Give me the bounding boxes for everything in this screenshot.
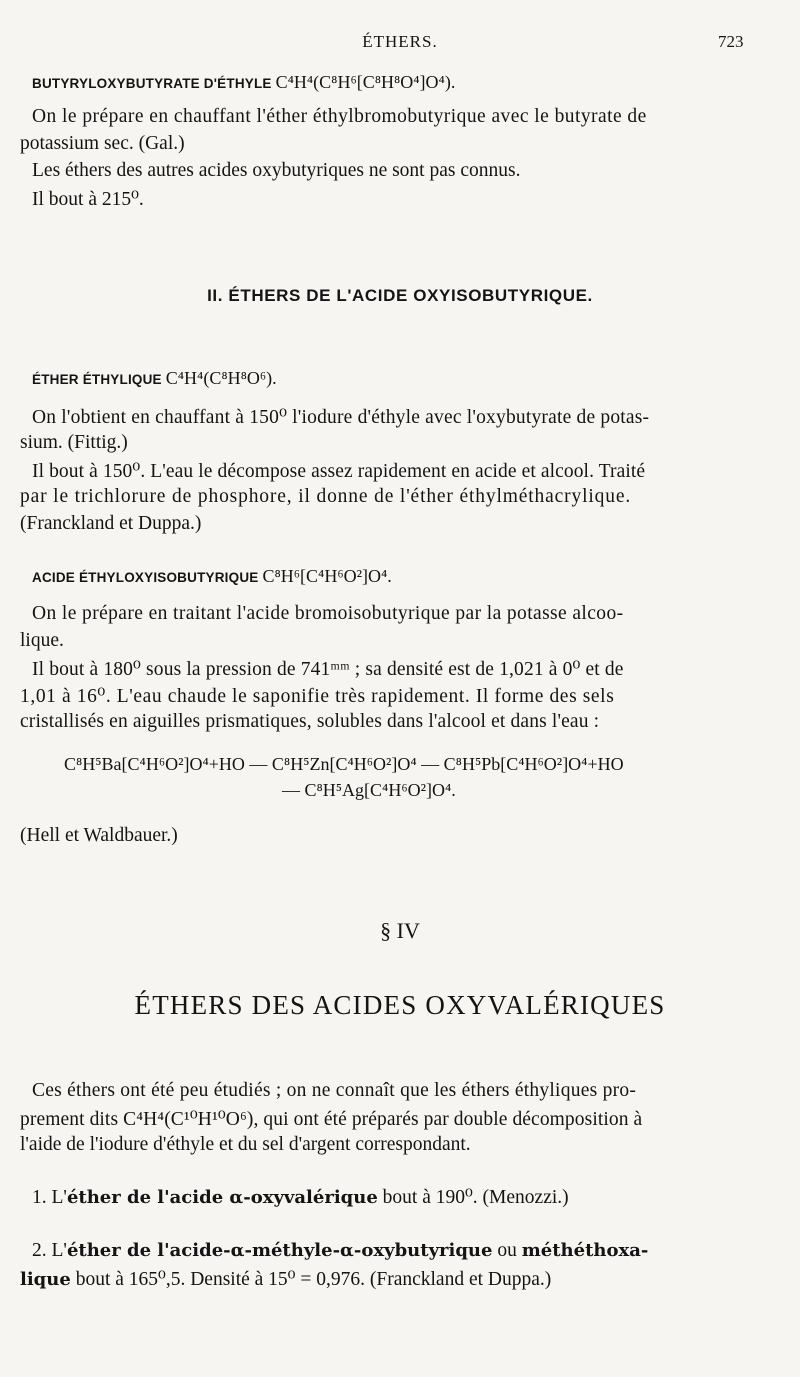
text-line: potassium sec. (Gal.) xyxy=(20,133,185,154)
text-line: Il bout à 150⁰. L'eau le décompose assez rapidement en acide et alcool. Traité xyxy=(32,461,646,482)
entry-heading-butyryloxybutyrate xyxy=(32,72,455,93)
list-item-text: bout à 190⁰. (Menozzi.) xyxy=(377,1187,569,1208)
text-line: Les éthers des autres acides oxybutyriques ne sont pas connus. xyxy=(32,160,521,181)
chapter-heading: ÉTHERS DES ACIDES OXYVALÉRIQUES xyxy=(134,990,666,1020)
chemical-equation: C⁸H⁵Ba[C⁴H⁶O²]O⁴+HO — C⁸H⁵Zn[C⁴H⁶O²]O⁴ — C⁸H⁵Pb[C⁴H⁶O²]O⁴+HO xyxy=(64,754,624,774)
running-header-title: ÉTHERS. xyxy=(362,32,438,51)
list-item-bold-name: éther de l'acide-α-méthyle-α-oxybutyrique xyxy=(66,1240,493,1261)
list-item-bold-name: lique xyxy=(20,1269,71,1290)
text-line: sium. (Fittig.) xyxy=(20,432,128,453)
list-item-2 xyxy=(32,1240,648,1262)
entry-heading-ether-ethylique xyxy=(32,368,277,389)
text-line: On le prépare en traitant l'acide bromoisobutyrique par la potasse alcoo- xyxy=(32,603,624,624)
page-number: 723 xyxy=(718,32,744,51)
list-item-text: bout à 165⁰,5. Densité à 15⁰ = 0,976. (Franckland et Duppa.) xyxy=(70,1269,552,1290)
text-line: On le prépare en chauffant l'éther éthylbromobutyrique avec le butyrate de xyxy=(32,106,647,127)
section-number: § IV xyxy=(380,918,420,943)
text-line: (Hell et Waldbauer.) xyxy=(20,825,178,846)
text-line: Il bout à 180⁰ sous la pression de 741ᵐᵐ ; sa densité est de 1,021 à 0⁰ et de xyxy=(32,659,624,680)
list-item-text: ou xyxy=(492,1240,522,1261)
entry-heading-acide-ethyloxyisobutyrique xyxy=(32,566,392,587)
text-line: prement dits C⁴H⁴(C¹⁰H¹⁰O⁶), qui ont été préparés par double décomposition à xyxy=(20,1109,643,1130)
chemical-equation: — C⁸H⁵Ag[C⁴H⁶O²]O⁴. xyxy=(282,780,456,800)
list-item-bold-name: éther de l'acide α-oxyvalérique xyxy=(66,1187,378,1208)
list-item-1 xyxy=(32,1185,569,1209)
text-line: par le trichlorure de phosphore, il donne de l'éther éthylméthacrylique. xyxy=(20,486,632,507)
text-line: Ces éthers ont été peu étudiés ; on ne connaît que les éthers éthyliques pro- xyxy=(32,1080,637,1101)
entry-heading-formula: C⁴H⁴(C⁸H⁸O⁶). xyxy=(165,368,277,388)
text-line: On l'obtient en chauffant à 150⁰ l'iodure d'éthyle avec l'oxybutyrate de potas- xyxy=(32,407,650,428)
text-line: 1,01 à 16⁰. L'eau chaude le saponifie très rapidement. Il forme des sels xyxy=(20,686,615,707)
text-line: (Franckland et Duppa.) xyxy=(20,513,202,534)
text-line: lique. xyxy=(20,630,64,651)
text-line: Il bout à 215⁰. xyxy=(32,189,144,210)
list-item-prefix: 2. L' xyxy=(32,1240,67,1261)
entry-heading-formula: C⁴H⁴(C⁸H⁶[C⁸H⁸O⁴]O⁴). xyxy=(275,72,456,92)
entry-heading-formula: C⁸H⁶[C⁴H⁶O²]O⁴. xyxy=(262,566,392,586)
entry-heading-label: BUTYRYLOXYBUTYRATE D'ÉTHYLE xyxy=(32,76,272,91)
text-line: l'aide de l'iodure d'éthyle et du sel d'argent correspondant. xyxy=(20,1134,471,1155)
entry-heading-label: ÉTHER ÉTHYLIQUE xyxy=(32,372,162,387)
entry-heading-label: ACIDE ÉTHYLOXYISOBUTYRIQUE xyxy=(32,570,259,585)
list-item-prefix: 1. L' xyxy=(32,1187,67,1208)
list-item-bold-name: méthéthoxa- xyxy=(521,1240,649,1261)
section-heading: II. ÉTHERS DE L'ACIDE OXYISOBUTYRIQUE. xyxy=(207,286,593,305)
list-item-2-continued xyxy=(20,1267,551,1291)
text-line: cristallisés en aiguilles prismatiques, solubles dans l'alcool et dans l'eau : xyxy=(20,711,600,732)
